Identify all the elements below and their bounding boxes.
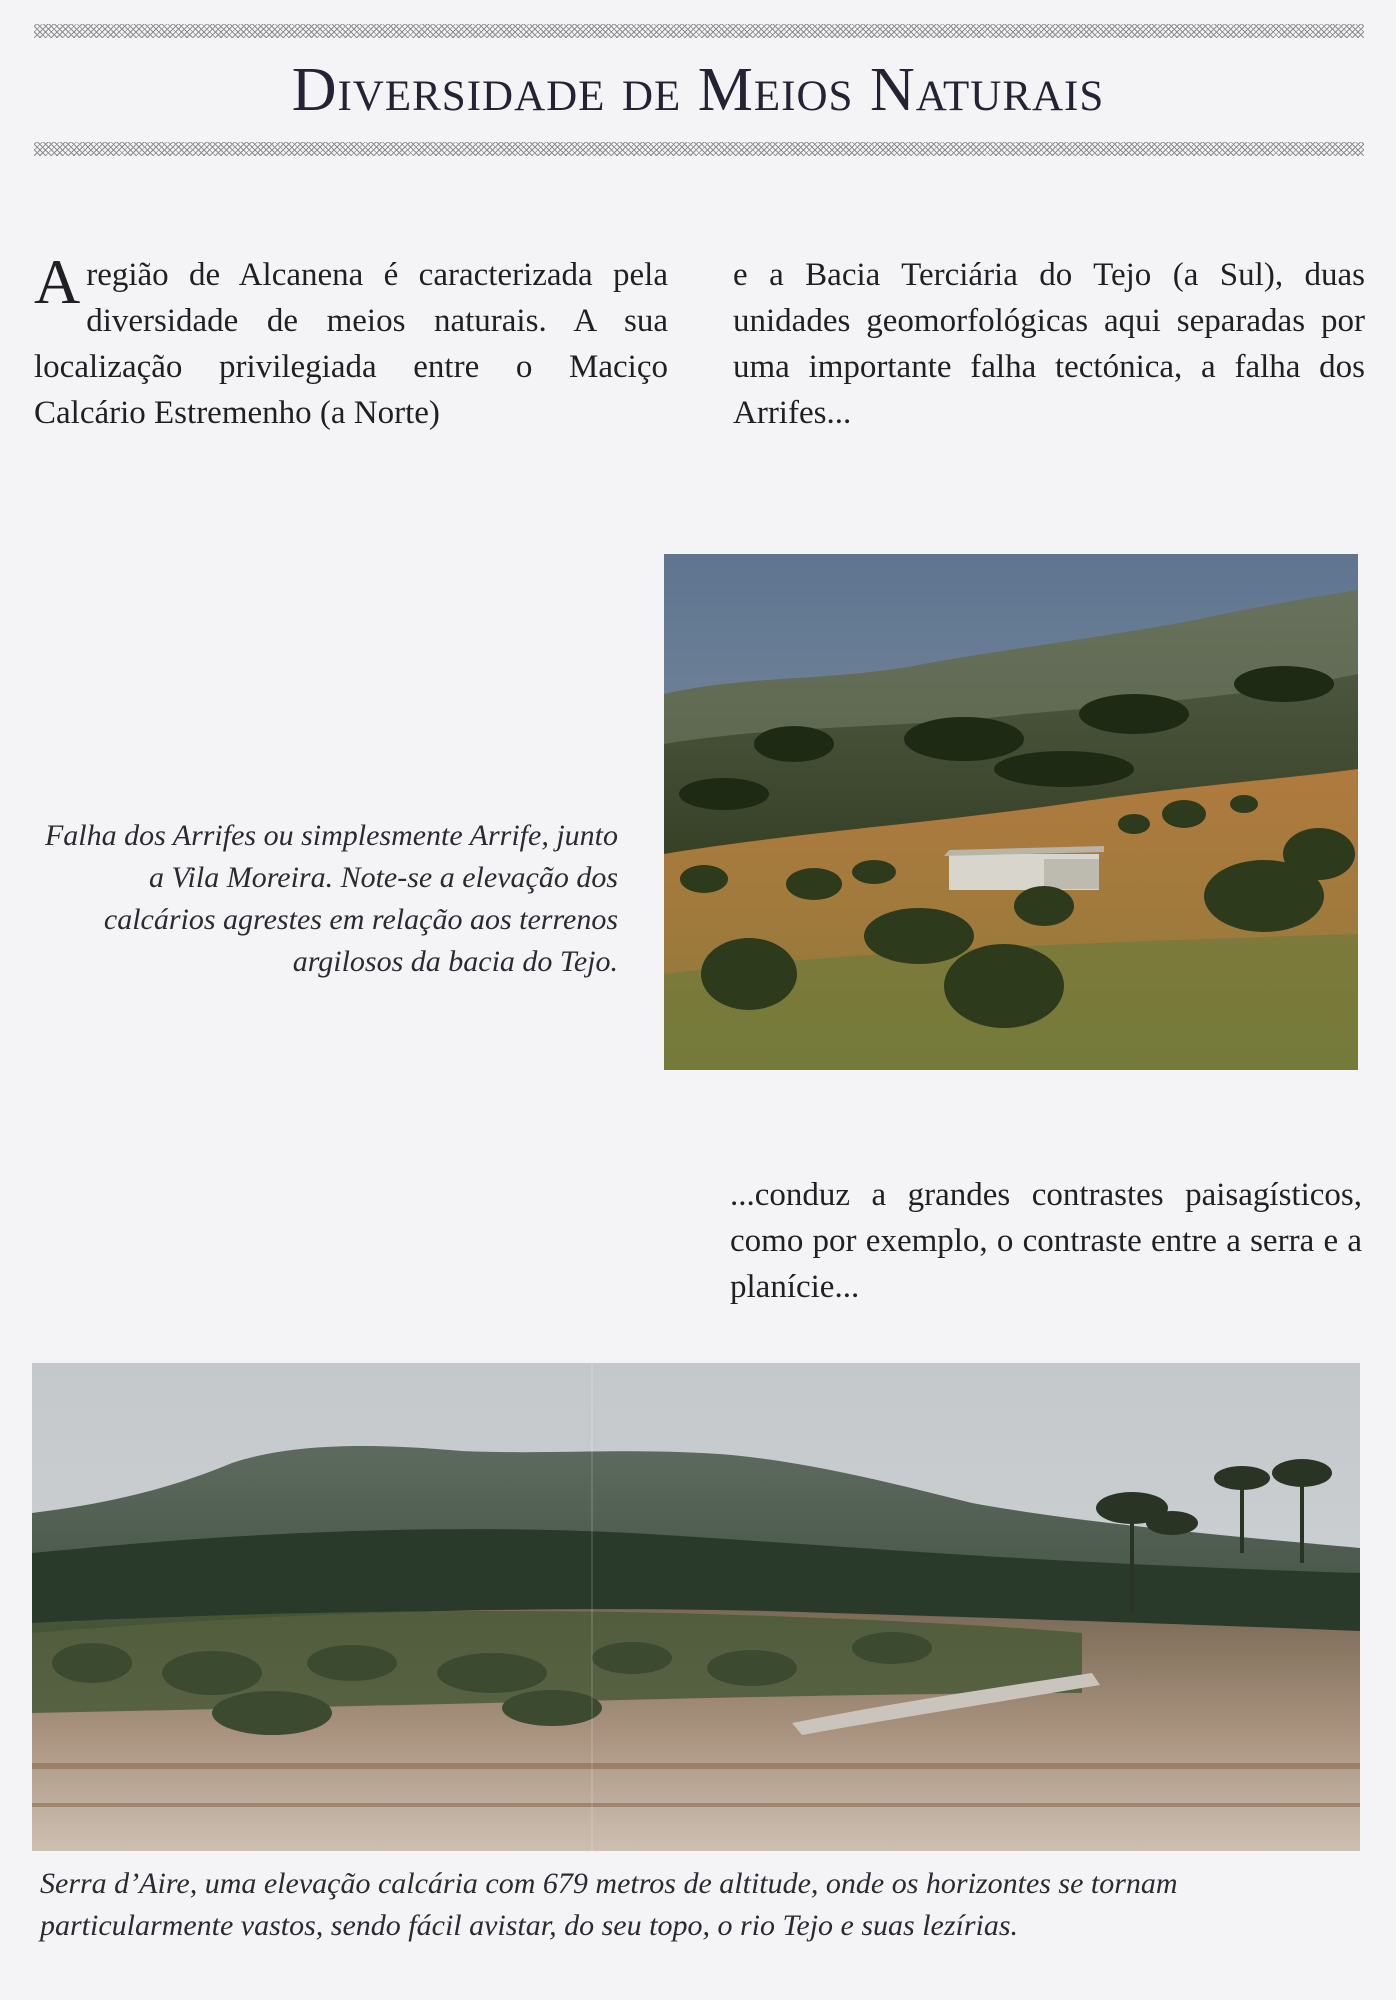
drop-cap: A — [34, 246, 81, 317]
landscape-image-serra-daire — [32, 1363, 1360, 1851]
photo-caption-serra-daire: Serra d’Aire, uma elevação calcária com 679 metros de altitude, onde os horizontes se tornam particularmente vastos, sendo fácil avistar, do seu topo, o rio Tejo e suas lezírias. — [40, 1867, 1178, 1942]
photo-caption-arrifes: Falha dos Arrifes ou simplesmente Arrife, junto a Vila Moreira. Note-se a elevação dos calcários agrestes em relação aos terrenos argilosos da bacia do Tejo. — [44, 819, 618, 978]
page-title: Diversidade de Meios Naturais — [291, 56, 1105, 124]
photo-falha-dos-arrifes — [664, 554, 1358, 1070]
intro-paragraph-left — [34, 246, 668, 436]
photo-serra-daire — [32, 1363, 1360, 1851]
title-rule-top — [34, 24, 1364, 38]
intro-paragraph-right: e a Bacia Terciária do Tejo (a Sul), duas unidades geomorfológicas aqui separadas por uma importante falha tectónica, a falha dos Arrifes... — [733, 257, 1365, 431]
landscape-image-arrifes — [664, 554, 1358, 1070]
title-rule-bottom — [34, 142, 1364, 156]
middle-paragraph: ...conduz a grandes contrastes paisagísticos, como por exemplo, o contraste entre a serra e a planície... — [730, 1177, 1362, 1305]
intro-left-text: região de Alcanena é caracterizada pela diversidade de meios naturais. A sua localização privilegiada entre o Maciço Calcário Estremenho (a Norte) — [34, 257, 668, 431]
